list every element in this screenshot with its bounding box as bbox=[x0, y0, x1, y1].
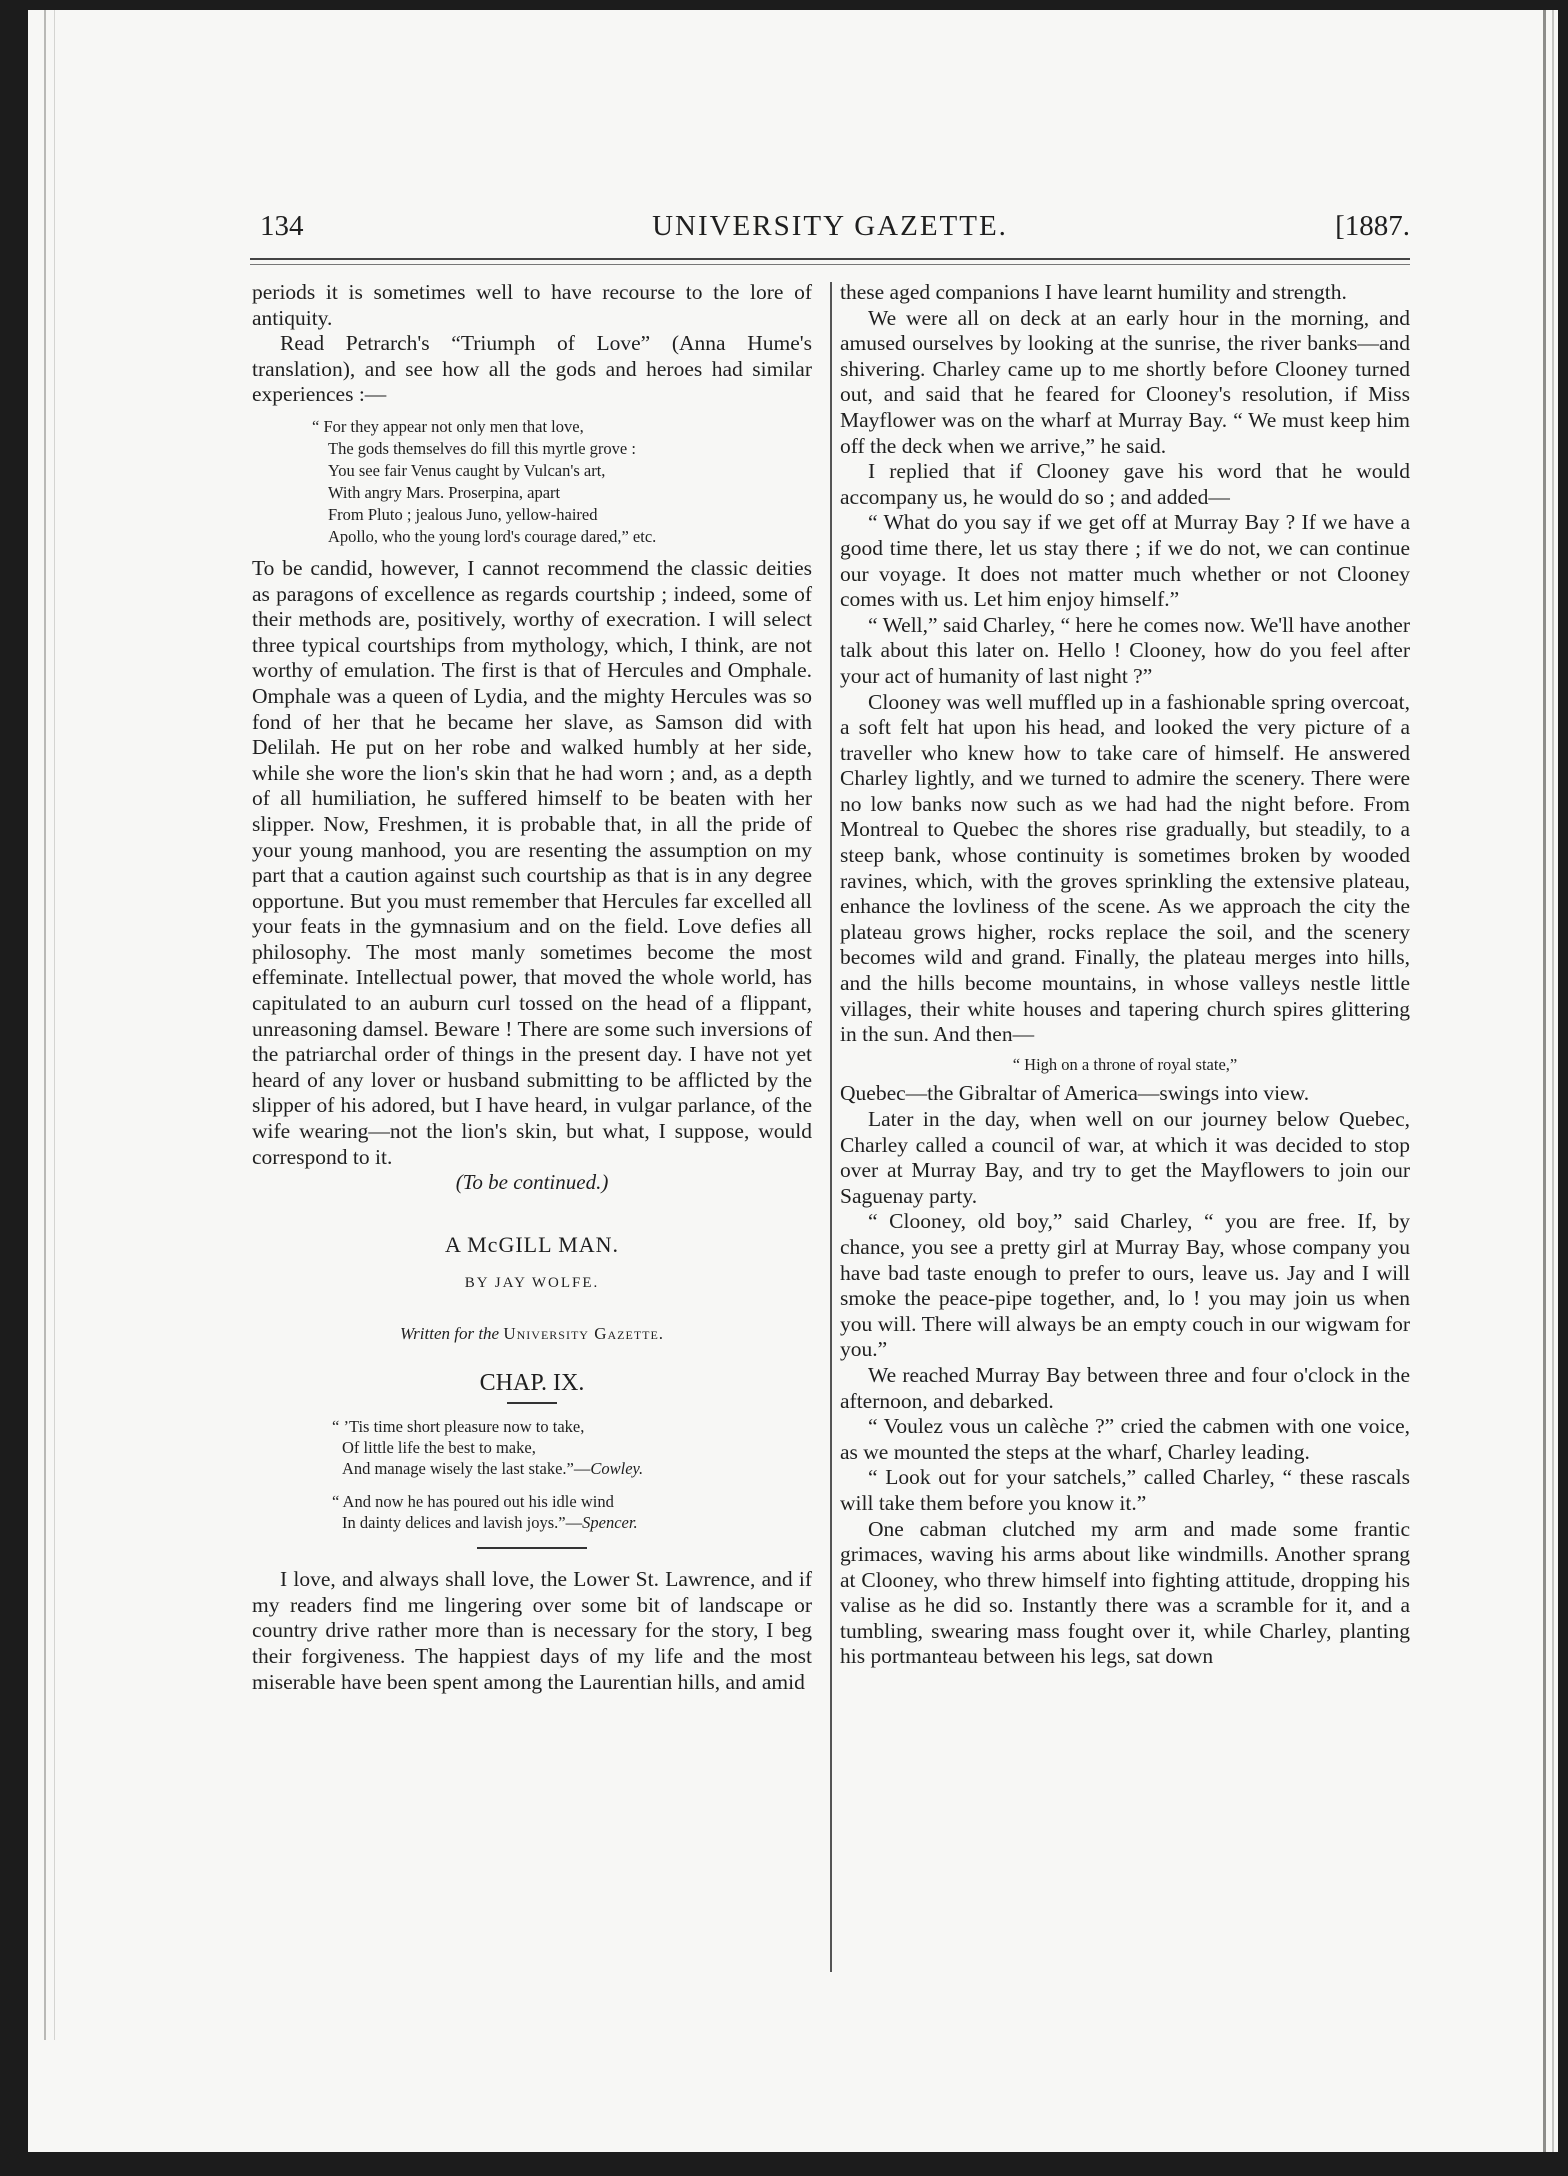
verse-line: “ For they appear not only men that love, bbox=[312, 416, 584, 436]
epigraph-line: “ ’Tis time short pleasure now to take, bbox=[332, 1417, 585, 1437]
epigraph bbox=[332, 1491, 812, 1533]
epigraph bbox=[332, 1416, 812, 1479]
paragraph: Read Petrarch's “Triumph of Love” (Anna Hume's translation), and see how all the gods and heroes had similar experiences :— bbox=[252, 331, 812, 407]
epigraph-line-wrap bbox=[332, 1512, 812, 1533]
running-header bbox=[250, 210, 1410, 254]
chapter-rule bbox=[507, 1402, 557, 1404]
written-for-label: Written for the bbox=[399, 1324, 500, 1343]
epigraph-source: Cowley. bbox=[590, 1459, 644, 1479]
paragraph: Quebec—the Gibraltar of America—swings into view. bbox=[840, 1081, 1310, 1106]
verse-line: The gods themselves do fill this myrtle grove : bbox=[328, 438, 636, 458]
verse-line: With angry Mars. Proserpina, apart bbox=[328, 482, 561, 502]
page-number: 134 bbox=[260, 210, 304, 242]
story-title: A McGILL MAN. bbox=[444, 1231, 620, 1257]
to-be-continued: (To be continued.) bbox=[455, 1170, 609, 1195]
paragraph: I replied that if Clooney gave his word that he would accompany us, he would do so ; and added— bbox=[840, 459, 1410, 509]
paragraph: these aged companions I have learnt humility and strength. bbox=[840, 280, 1347, 304]
page-edge-line bbox=[44, 10, 46, 2040]
page-edge-line bbox=[1552, 10, 1554, 2152]
paragraph: “ Clooney, old boy,” said Charley, “ you are free. If, by chance, you see a pretty girl at Murray Bay, whose company you have bad taste enough to prefer to ours, leave us. Jay and I will smoke the peace-pipe together, and, lo ! you may join us when you will. There will always be an empty couch in our wigwam for you.” bbox=[840, 1209, 1410, 1362]
left-column bbox=[252, 280, 812, 1695]
written-for-note bbox=[252, 1321, 812, 1347]
paragraph: To be candid, however, I cannot recommend the classic deities as paragons of excellence as regards courtship ; indeed, some of their methods are, positively, worthy of execration. I will select three typical courtships from mythology, which, I think, are not worthy of emulation. The first is that of Hercules and Omphale. Omphale was a queen of Lydia, and the mighty Hercules was so fond of her that he became her slave, as Samson did with Delilah. He put on her robe and walked humbly at her side, while she wore the lion's skin that he had worn ; and, as a depth of all humiliation, he suffered himself to be beaten with her slipper. Now, Freshmen, it is probable that, in all the pride of your young manhood, you are resenting the assumption on my part that a caution against such courtship as that is in any degree opportune. But you must remember that Hercules far excelled all your feats in the gymnasium and on the field. Love defies all philosophy. The most manly sometimes become the most effeminate. Intellectual power, that moved the whole world, has capitulated to an auburn curl tossed on the head of a flippant, unreasoning damsel. Beware ! There are some such inversions of the patriarchal order of things in the present day. I have not yet heard of any lover or husband submitting to be afflicted by the slipper of his adored, but I have heard, in vulgar parlance, of the wife wearing—not the lion's skin, but what, I suppose, would correspond to it. bbox=[252, 555, 812, 1169]
paragraph: Later in the day, when well on our journey below Quebec, Charley called a council of war, at which it was decided to stop over at Murray Bay, and try to get the Mayflowers to join our Saguenay party. bbox=[840, 1107, 1410, 1208]
page-edge-line bbox=[1543, 10, 1546, 2152]
header-year: [1887. bbox=[1335, 210, 1410, 242]
verse-quote bbox=[312, 416, 812, 548]
paragraph: One cabman clutched my arm and made some frantic grimaces, waving his arms about like windmills. Another sprang at Clooney, who threw himself into fighting attitude, dropping his valise as he did so. Instantly there was a scramble for it, and a tumbling, swearing mass fought over it, while Charley, planting his portmanteau between his legs, sat down bbox=[840, 1516, 1410, 1669]
masthead: UNIVERSITY GAZETTE. bbox=[652, 210, 1008, 242]
header-rule bbox=[250, 258, 1410, 260]
paragraph: I love, and always shall love, the Lower St. Lawrence, and if my readers find me lingering over some bit of landscape or country drive rather more than is necessary for the story, I beg their forgiveness. The happiest days of my life and the most miserable have been spent among the Laurentian hills, and amid bbox=[252, 1567, 812, 1694]
chapter-heading: CHAP. IX. bbox=[479, 1369, 585, 1396]
epigraph-line-wrap bbox=[332, 1458, 812, 1479]
paragraph: “ Well,” said Charley, “ here he comes now. We'll have another talk about this later on. Hello ! Clooney, how do you feel after your act of humanity of last night ?” bbox=[840, 612, 1410, 688]
epigraph-source: Spencer. bbox=[582, 1513, 638, 1533]
publication-name: University Gazette. bbox=[503, 1324, 665, 1343]
paragraph: Clooney was well muffled up in a fashionable spring overcoat, a soft felt hat upon his head, and looked the very picture of a traveller who knew how to take care of himself. He answered Charley lightly, and we turned to admire the scenery. There were no low banks now such as we had had the night before. From Montreal to Quebec the shores rise gradually, but steadily, to a steep bank, whose continuity is sometimes broken by wooded ravines, which, with the groves sprinkling the extensive plateau, enhance the lovliness of the scene. As we approach the city the plateau grows higher, rocks replace the soil, and the scenery becomes wild and grand. Finally, the plateau merges into hills, and the hills become mountains, in whose valleys nestle little villages, their white houses and tapering church spires glittering in the sun. And then— bbox=[840, 689, 1410, 1047]
section-rule bbox=[477, 1547, 587, 1549]
verse-line: You see fair Venus caught by Vulcan's art, bbox=[328, 460, 606, 480]
byline: BY JAY WOLFE. bbox=[464, 1275, 600, 1292]
epigraph-line: “ And now he has poured out his idle wind bbox=[332, 1492, 614, 1512]
paragraph: We were all on deck at an early hour in the morning, and amused ourselves by looking at the sunrise, the river banks—and shivering. Charley came up to me shortly before Clooney turned out, and said that he feared for Clooney's resolution, if Miss Mayflower was on the wharf at Murray Bay. “ We must keep him off the deck when we arrive,” he said. bbox=[840, 305, 1410, 458]
paragraph: “ What do you say if we get off at Murray Bay ? If we have a good time there, let us stay there ; if we do not, we can continue our voyage. It does not matter much whether or not Clooney comes with us. Let him enjoy himself.” bbox=[840, 510, 1410, 612]
verse-quote: “ High on a throne of royal state,” bbox=[1012, 1054, 1238, 1074]
paragraph: “ Voulez vous un calèche ?” cried the cabmen with one voice, as we mounted the steps at the wharf, Charley leading. bbox=[840, 1414, 1410, 1464]
epigraph-line: Of little life the best to make, bbox=[342, 1438, 536, 1458]
page-edge-line bbox=[54, 10, 55, 2040]
epigraph-line: And manage wisely the last stake.”— bbox=[342, 1459, 591, 1479]
header-rule bbox=[250, 264, 1410, 265]
verse-line: Apollo, who the young lord's courage dared,” etc. bbox=[328, 526, 657, 546]
column-divider bbox=[830, 282, 832, 1972]
paragraph: periods it is sometimes well to have recourse to the lore of antiquity. bbox=[252, 280, 812, 330]
epigraph-line: In dainty delices and lavish joys.”— bbox=[342, 1513, 583, 1533]
paragraph: We reached Murray Bay between three and four o'clock in the afternoon, and debarked. bbox=[840, 1362, 1410, 1413]
paragraph: “ Look out for your satchels,” called Charley, “ these rascals will take them before you know it.” bbox=[840, 1465, 1410, 1515]
right-column bbox=[840, 280, 1410, 1670]
verse-line: From Pluto ; jealous Juno, yellow-haired bbox=[328, 504, 598, 524]
